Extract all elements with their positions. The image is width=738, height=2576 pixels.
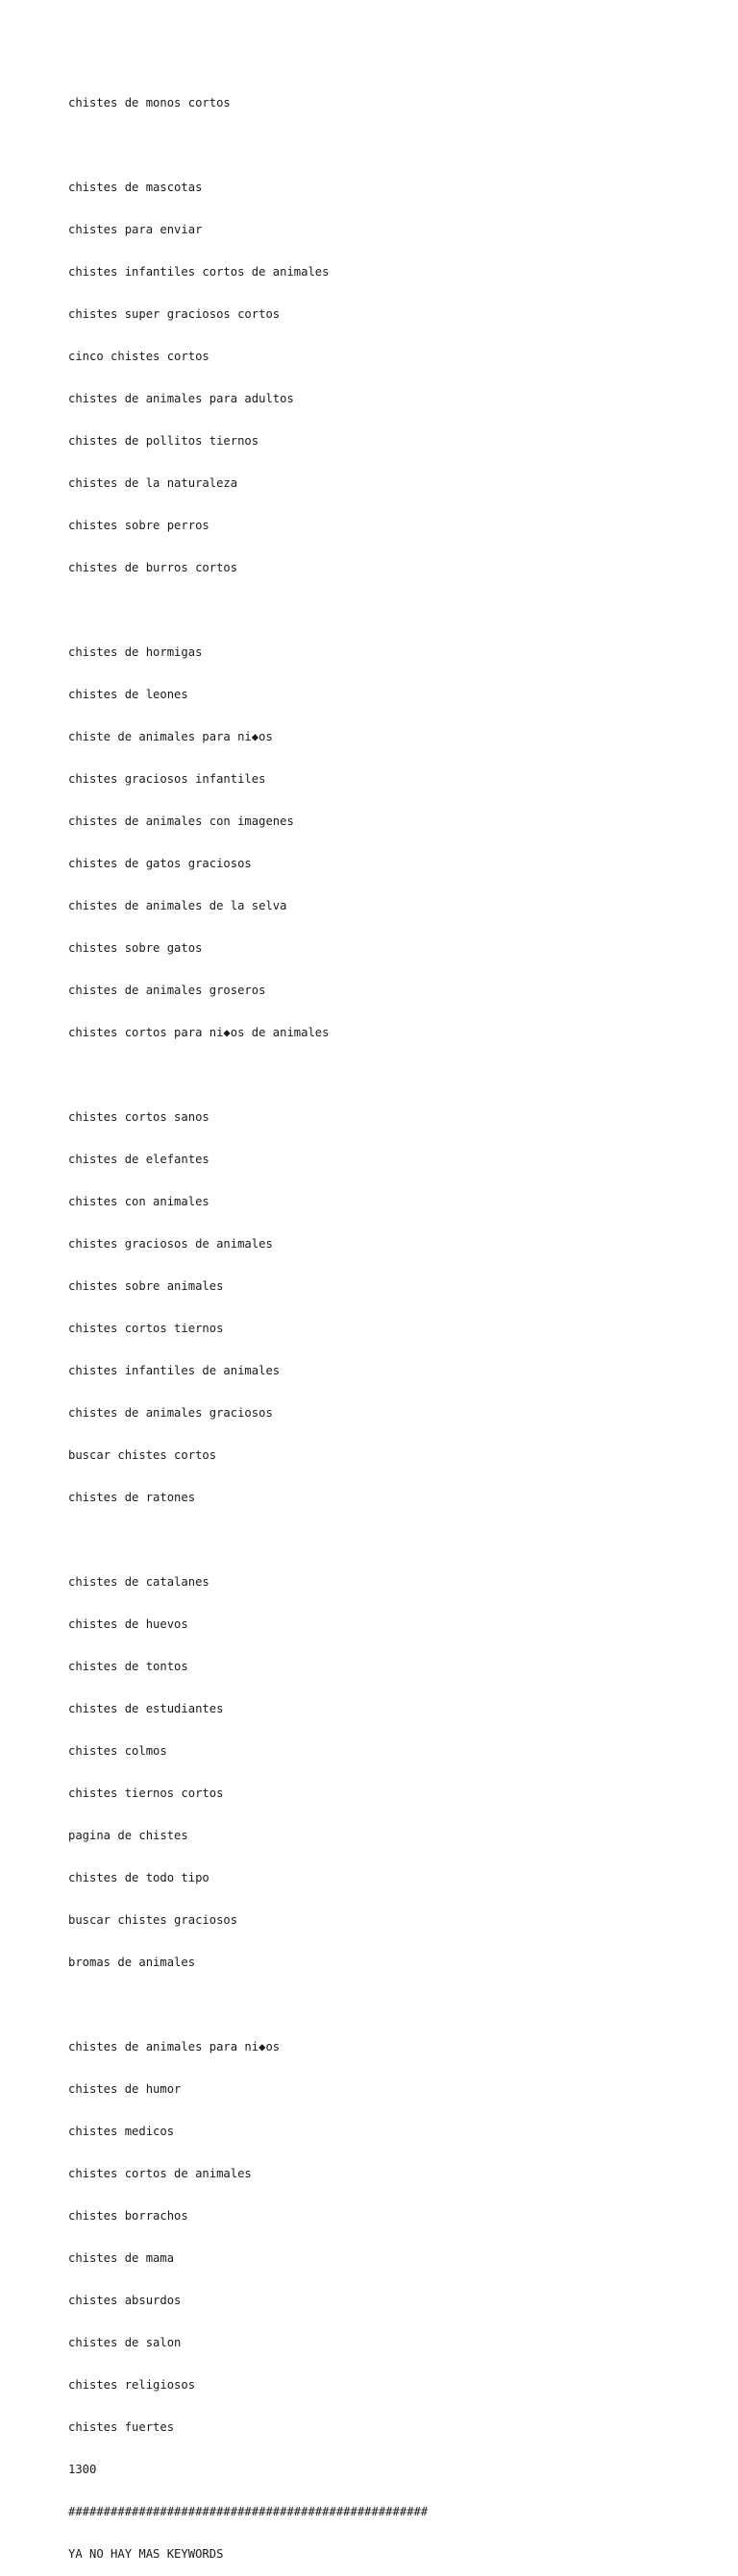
text-line: chistes sobre gatos (68, 941, 203, 956)
text-line: chistes de ratones (68, 1491, 196, 1505)
text-line: chistes de animales con imagenes (68, 814, 294, 829)
text-line: chistes sobre animales (68, 1279, 224, 1294)
text-line: chistes super graciosos cortos (68, 307, 281, 322)
document-page (68, 68, 722, 2576)
text-line: chistes graciosos infantiles (68, 772, 266, 787)
text-line: chistes de hormigas (68, 645, 203, 660)
text-line: chistes graciosos de animales (68, 1237, 273, 1252)
hash-divider: ################################################### (68, 2505, 429, 2519)
text-line: buscar chistes graciosos (68, 1913, 238, 1928)
text-line: chistes de animales groseros (68, 984, 266, 998)
text-line: chistes absurdos (68, 2294, 182, 2308)
text-line: chistes cortos tiernos (68, 1322, 224, 1336)
text-line: chistes de humor (68, 2082, 182, 2097)
blank-line (68, 1998, 722, 2012)
text-line: chistes de animales para ni◆os (68, 2040, 281, 2054)
line-count: 1300 (68, 2463, 97, 2477)
text-line: chistes de monos cortos (68, 96, 231, 110)
blank-line (68, 138, 722, 153)
text-line: chistes de tontos (68, 1660, 188, 1674)
end-message: YA NO HAY MAS KEYWORDS (68, 2547, 224, 2562)
text-line: pagina de chistes (68, 1829, 188, 1843)
text-line: chistes infantiles cortos de animales (68, 265, 330, 279)
blank-line (68, 1533, 722, 1547)
text-line: chistes de gatos graciosos (68, 857, 252, 871)
text-line: chistes para enviar (68, 223, 203, 237)
text-line: chistes de catalanes (68, 1575, 209, 1590)
text-line: chistes cortos para ni◆os de animales (68, 1026, 330, 1040)
text-line: chistes de animales para adultos (68, 392, 294, 406)
text-line: chistes tiernos cortos (68, 1786, 224, 1801)
text-line: chistes de elefantes (68, 1153, 209, 1167)
text-line: chistes medicos (68, 2125, 175, 2139)
text-line: chistes de mama (68, 2251, 175, 2266)
text-line: chistes colmos (68, 1744, 167, 1759)
text-line: chistes de salon (68, 2336, 182, 2350)
text-line: chistes borrachos (68, 2209, 188, 2224)
text-line: cinco chistes cortos (68, 350, 209, 364)
text-line: chistes infantiles de animales (68, 1364, 281, 1378)
text-line: chistes de animales de la selva (68, 899, 287, 913)
text-line: chistes fuertes (68, 2420, 175, 2435)
text-line: bromas de animales (68, 1956, 196, 1970)
text-line: chistes cortos sanos (68, 1110, 209, 1125)
text-line: chistes de huevos (68, 1617, 188, 1632)
text-line: chistes de burros cortos (68, 561, 238, 575)
text-line: chistes de leones (68, 688, 188, 702)
text-line: chistes de mascotas (68, 181, 203, 195)
text-line: chistes con animales (68, 1195, 209, 1209)
text-line: chistes de todo tipo (68, 1871, 209, 1885)
text-line: chistes de animales graciosos (68, 1406, 273, 1421)
text-line: chistes de pollitos tiernos (68, 434, 259, 449)
text-line: chistes sobre perros (68, 519, 209, 533)
text-line: buscar chistes cortos (68, 1448, 217, 1463)
blank-line (68, 1068, 722, 1082)
text-line: chistes de estudiantes (68, 1702, 224, 1716)
text-line: chiste de animales para ni◆os (68, 730, 273, 744)
blank-line (68, 603, 722, 618)
text-line: chistes cortos de animales (68, 2167, 252, 2181)
text-line: chistes de la naturaleza (68, 476, 238, 491)
text-line: chistes religiosos (68, 2378, 196, 2393)
